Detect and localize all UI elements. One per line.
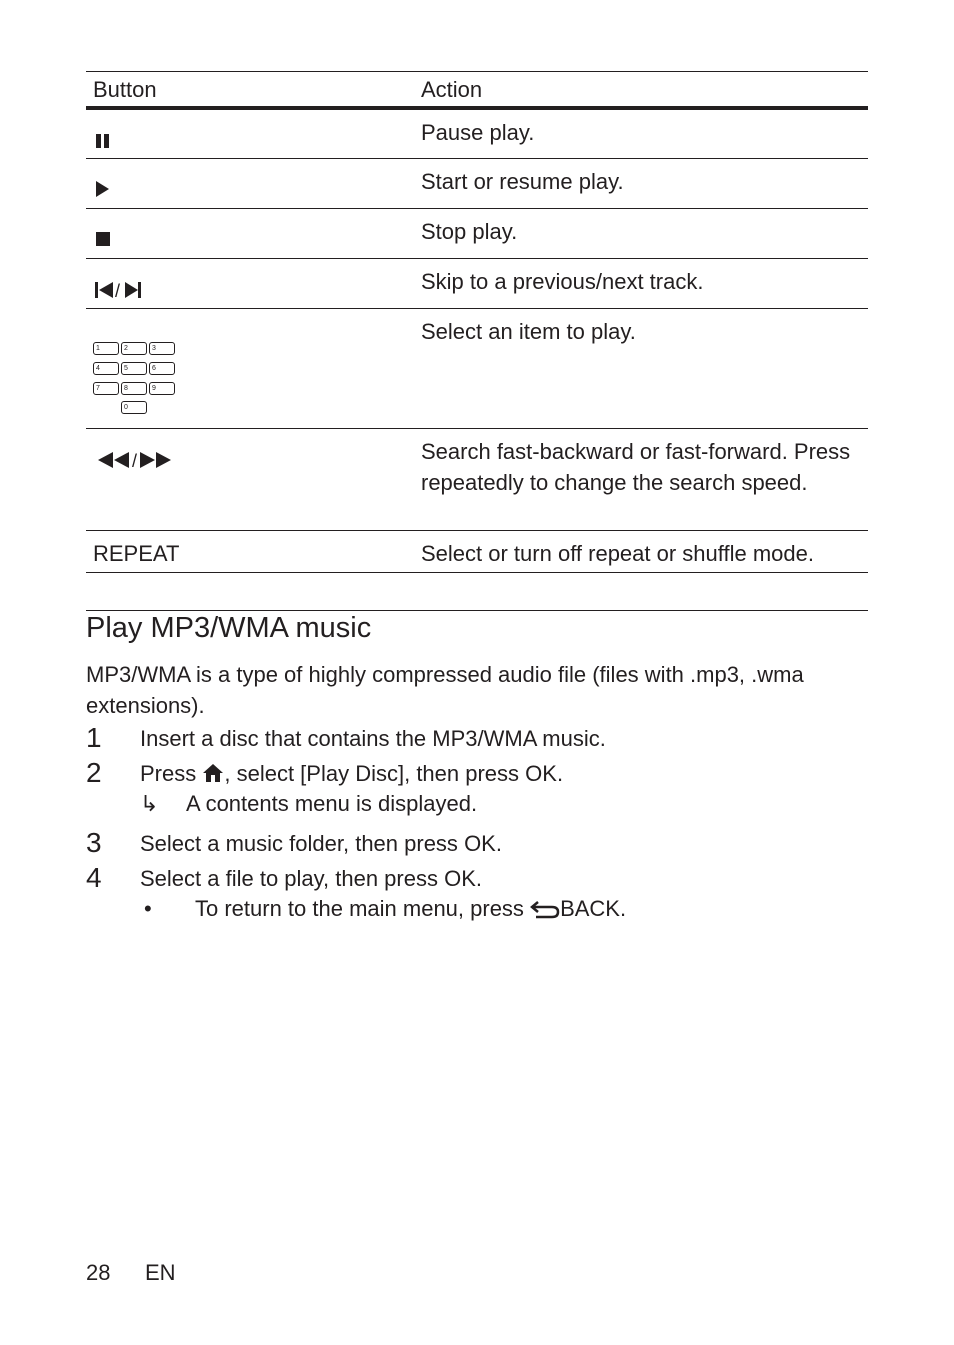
page-number: 28: [86, 1260, 111, 1285]
step-number: 4: [86, 862, 102, 893]
action-text: Stop play.: [421, 219, 518, 244]
key-3: 3: [149, 342, 175, 355]
step-text: Insert a disc that contains the MP3/WMA music.: [140, 726, 606, 751]
result-arrow-icon: ↳: [140, 791, 159, 816]
stop-icon: [95, 231, 111, 247]
table-row: [86, 531, 868, 573]
back-icon: [530, 899, 560, 919]
action-text: Search fast-backward or fast-forward. Press repeatedly to change the search speed.: [421, 439, 851, 495]
key-0: 0: [121, 401, 147, 414]
skip-prev-next-icon: [95, 280, 141, 300]
key-4: 4: [93, 362, 119, 375]
section-title: Play MP3/WMA music: [86, 612, 372, 644]
step-text: Select a music folder, then press OK.: [140, 831, 502, 856]
section-divider: [86, 610, 868, 611]
table-row: [86, 259, 868, 309]
step-number: 2: [86, 757, 102, 788]
table-row: [86, 110, 868, 159]
table-header: [86, 71, 868, 110]
step-text: Select a file to play, then press OK.: [140, 866, 483, 891]
pause-icon: [95, 134, 111, 148]
button-action-table: [86, 71, 868, 573]
key-5: 5: [121, 362, 147, 375]
key-8: 8: [121, 382, 147, 395]
table-row: [86, 209, 868, 259]
key-2: 2: [121, 342, 147, 355]
table-row: [86, 159, 868, 209]
step-result: A contents menu is displayed.: [186, 791, 478, 816]
key-1: 1: [93, 342, 119, 355]
key-7: 7: [93, 382, 119, 395]
step-text: Press , select [Play Disc], then press OK.: [140, 761, 564, 786]
action-text: Skip to a previous/next track.: [421, 269, 704, 294]
key-9: 9: [149, 382, 175, 395]
play-icon: [95, 181, 111, 197]
step-subtext: To return to the main menu, press BACK.: [195, 896, 627, 921]
bullet: •: [144, 896, 152, 921]
table-row: [86, 309, 868, 429]
home-icon: [202, 763, 224, 783]
svg-text:/: /: [132, 451, 138, 469]
action-text: Select or turn off repeat or shuffle mode.: [421, 541, 814, 566]
step-number: 3: [86, 827, 102, 858]
action-text: Select an item to play.: [421, 319, 636, 344]
table-row: [86, 429, 868, 531]
svg-text:/: /: [115, 281, 121, 300]
language-code: EN: [145, 1260, 176, 1285]
key-6: 6: [149, 362, 175, 375]
step-number: 1: [86, 722, 102, 753]
action-text: Start or resume play.: [421, 169, 624, 194]
repeat-button-label: REPEAT: [93, 541, 180, 566]
header-button: Button: [93, 77, 157, 102]
action-text: Pause play.: [421, 120, 535, 145]
rewind-fastforward-icon: [95, 451, 175, 469]
section-intro: MP3/WMA is a type of highly compressed audio file (files with .mp3, .wma extensions).: [86, 662, 804, 718]
header-action: Action: [421, 77, 483, 102]
